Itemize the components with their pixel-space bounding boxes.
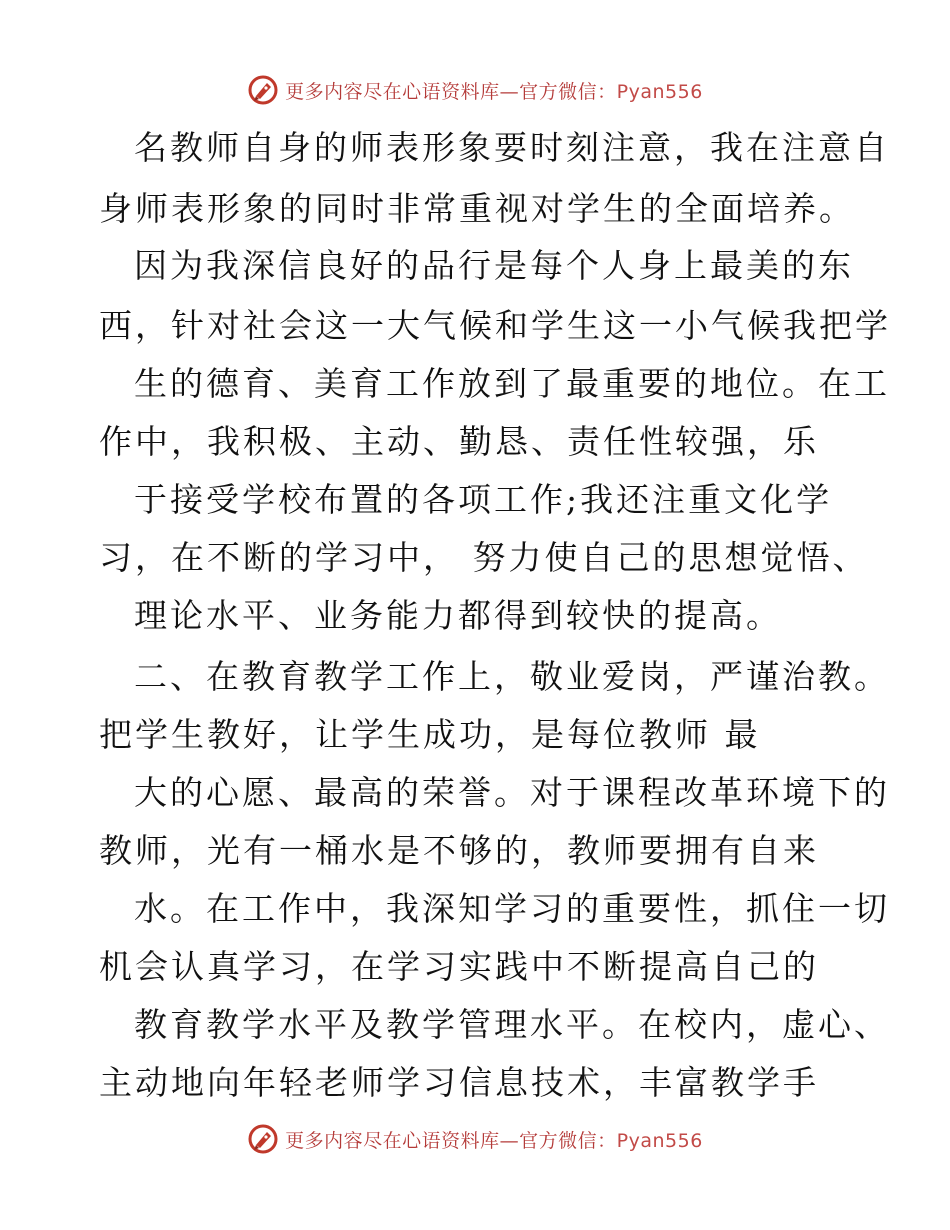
header-banner (0, 70, 950, 110)
footer-banner (0, 1119, 950, 1159)
text-line: 主动地向年轻老师学习信息技术，丰富教学手 (99, 1063, 819, 1102)
text-line: 于接受学校布置的各项工作;我还注重文化学 (134, 480, 833, 519)
text-line: 理论水平、业务能力都得到较快的提高。 (134, 596, 782, 635)
text-line: 教师，光有一桶水是不够的，教师要拥有自来 (99, 831, 819, 870)
header-banner-label: 更多内容尽在心语资料库—官方微信： (285, 80, 617, 103)
pen-nib-logo-icon (247, 1123, 279, 1155)
header-wechat-id: Pyan556 (616, 80, 703, 103)
text-line: 习，在不断的学习中， 努力使自己的思想觉悟、 (99, 538, 869, 577)
text-line: 西，针对社会这一大气候和学生这一小气候我把学 (99, 306, 891, 345)
text-line: 水。在工作中，我深知学习的重要性，抓住一切 (134, 889, 890, 928)
text-line: 作中，我积极、主动、勤恳、责任性较强，乐 (99, 422, 819, 461)
text-line: 身师表形象的同时非常重视对学生的全面培养。 (99, 189, 855, 228)
header-banner-text (285, 77, 703, 104)
text-line: 机会认真学习，在学习实践中不断提高自己的 (99, 947, 819, 986)
text-line: 名教师自身的师表形象要时刻注意，我在注意自 (134, 128, 890, 167)
text-line: 因为我深信良好的品行是每个人身上最美的东 (134, 246, 854, 285)
footer-wechat-id: Pyan556 (616, 1129, 703, 1152)
text-line: 二、在教育教学工作上，敬业爱岗，严谨治教。 (134, 657, 890, 696)
text-line: 教育教学水平及教学管理水平。在校内，虚心、 (134, 1005, 890, 1044)
footer-banner-text (285, 1126, 703, 1153)
text-line: 把学生教好，让学生成功，是每位教师 最 (99, 715, 761, 754)
text-line: 大的心愿、最高的荣誉。对于课程改革环境下的 (134, 773, 890, 812)
text-line: 生的德育、美育工作放到了最重要的地位。在工 (134, 364, 890, 403)
footer-banner-label: 更多内容尽在心语资料库—官方微信： (285, 1129, 617, 1152)
pen-nib-logo-icon (247, 74, 279, 106)
